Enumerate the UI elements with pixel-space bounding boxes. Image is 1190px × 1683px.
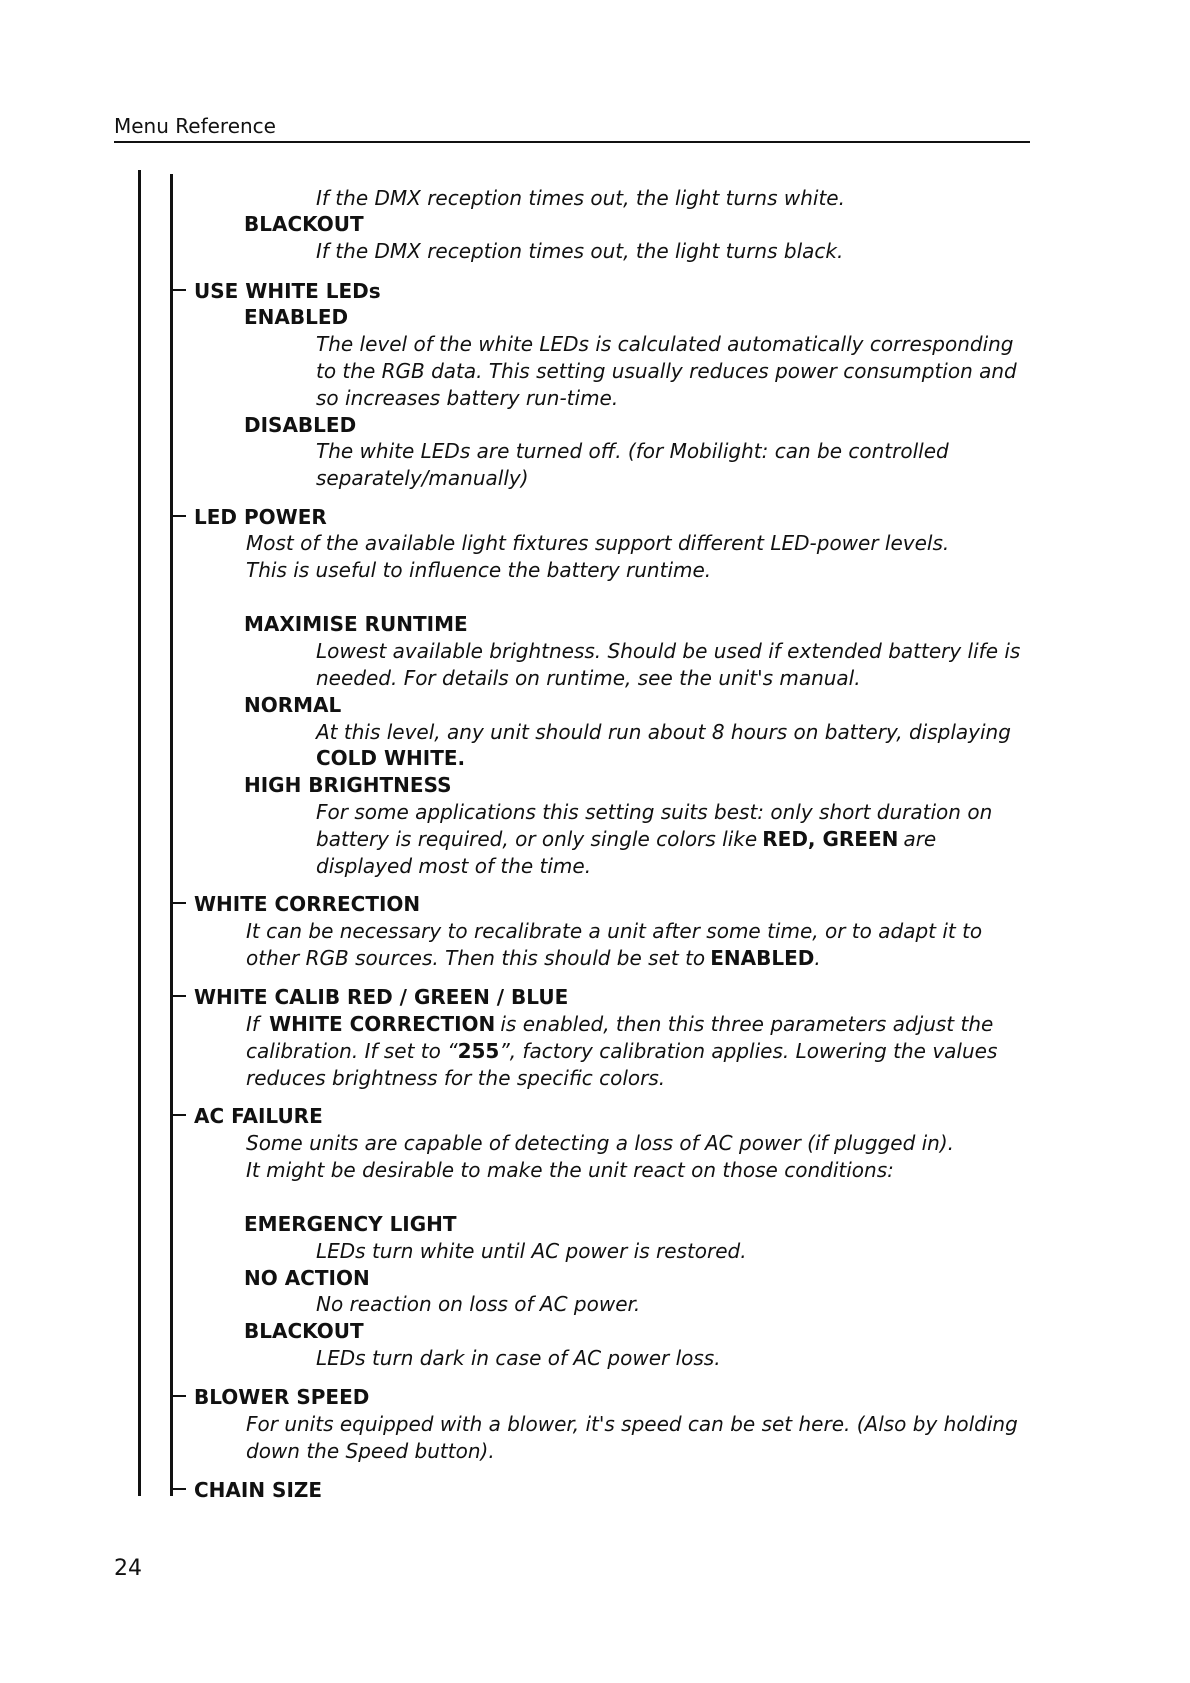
menu-branch-dash bbox=[172, 1395, 186, 1397]
inner-menu-tree-line bbox=[170, 174, 173, 1496]
dmx-blackout-label: BLACKOUT bbox=[244, 212, 364, 236]
led-power-high-desc-1: For some applications this setting suits best: only short duration on bbox=[316, 800, 993, 824]
led-power-maximise-desc-1: Lowest available brightness. Should be used if extended battery life is bbox=[316, 639, 1021, 663]
led-power-normal-desc: At this level, any unit should run about 8 hours on battery, displaying bbox=[316, 720, 1011, 744]
white-calib-desc-1-post: is enabled, then this three parameters adjust the bbox=[500, 1012, 994, 1036]
ac-failure-emergency-desc: LEDs turn white until AC power is restored. bbox=[316, 1239, 747, 1263]
dmx-blackout-desc: If the DMX reception times out, the light turns black. bbox=[316, 239, 844, 263]
ac-failure-blackout-label: BLACKOUT bbox=[244, 1319, 364, 1343]
ac-failure-desc-1: Some units are capable of detecting a loss of AC power (if plugged in). bbox=[246, 1131, 955, 1155]
led-power-high-desc-2-post: are bbox=[903, 827, 937, 851]
ac-failure-no-action-label: NO ACTION bbox=[244, 1266, 370, 1290]
white-correction-desc-2-bold: ENABLED bbox=[710, 946, 815, 970]
menu-branch-dash bbox=[172, 902, 186, 904]
use-white-leds-disabled-desc-2: separately/manually) bbox=[316, 466, 529, 490]
menu-branch-dash bbox=[172, 995, 186, 997]
led-power-high-desc-2-bold: RED, GREEN bbox=[762, 827, 899, 851]
dmx-white-desc: If the DMX reception times out, the light turns white. bbox=[316, 186, 845, 210]
use-white-leds-disabled-label: DISABLED bbox=[244, 413, 357, 437]
led-power-high-desc-3: displayed most of the time. bbox=[316, 854, 592, 878]
white-calib-desc-1 bbox=[246, 1014, 993, 1034]
header-rule bbox=[114, 141, 1030, 143]
white-correction-title: WHITE CORRECTION bbox=[194, 892, 421, 916]
led-power-high-label: HIGH BRIGHTNESS bbox=[244, 773, 452, 797]
use-white-leds-enabled-desc-1: The level of the white LEDs is calculated automatically corresponding bbox=[316, 332, 1014, 356]
white-calib-title: WHITE CALIB RED / GREEN / BLUE bbox=[194, 985, 569, 1009]
white-correction-desc-1: It can be necessary to recalibrate a unit after some time, or to adapt it to bbox=[246, 919, 983, 943]
blower-speed-desc-2: down the Speed button). bbox=[246, 1439, 495, 1463]
ac-failure-title: AC FAILURE bbox=[194, 1104, 323, 1128]
white-calib-desc-2-post: ”, factory calibration applies. Lowering the values bbox=[499, 1039, 998, 1063]
use-white-leds-enabled-label: ENABLED bbox=[244, 305, 349, 329]
led-power-high-desc-2 bbox=[316, 829, 936, 849]
led-power-normal-label: NORMAL bbox=[244, 693, 342, 717]
led-power-normal-cold-white: COLD WHITE. bbox=[316, 746, 466, 770]
ac-failure-desc-2: It might be desirable to make the unit react on those conditions: bbox=[246, 1158, 894, 1182]
white-correction-desc-2 bbox=[246, 948, 821, 968]
use-white-leds-enabled-desc-2: to the RGB data. This setting usually reduces power consumption and bbox=[316, 359, 1017, 383]
use-white-leds-disabled-desc-1: The white LEDs are turned off. (for Mobilight: can be controlled bbox=[316, 439, 949, 463]
white-correction-desc-2-pre: other RGB sources. Then this should be set to bbox=[246, 946, 706, 970]
menu-branch-dash bbox=[172, 289, 186, 291]
ac-failure-no-action-desc: No reaction on loss of AC power. bbox=[316, 1292, 641, 1316]
white-calib-desc-2-pre: calibration. If set to “ bbox=[246, 1039, 458, 1063]
white-correction-desc-2-post: . bbox=[814, 946, 821, 970]
white-calib-desc-1-pre: If bbox=[246, 1012, 259, 1036]
led-power-maximise-desc-2: needed. For details on runtime, see the unit's manual. bbox=[316, 666, 861, 690]
ac-failure-blackout-desc: LEDs turn dark in case of AC power loss. bbox=[316, 1346, 721, 1370]
menu-branch-dash bbox=[172, 1114, 186, 1116]
led-power-desc-1: Most of the available light fixtures support different LED-power levels. bbox=[246, 531, 950, 555]
outer-menu-tree-line bbox=[138, 170, 141, 1496]
white-calib-desc-1-bold: WHITE CORRECTION bbox=[269, 1012, 496, 1036]
led-power-title: LED POWER bbox=[194, 505, 327, 529]
white-calib-desc-2-bold: 255 bbox=[457, 1039, 500, 1063]
white-calib-desc-3: reduces brightness for the specific colors. bbox=[246, 1066, 666, 1090]
use-white-leds-title: USE WHITE LEDs bbox=[194, 279, 381, 303]
page-header: Menu Reference bbox=[114, 114, 276, 138]
ac-failure-emergency-label: EMERGENCY LIGHT bbox=[244, 1212, 457, 1236]
led-power-high-desc-2-pre: battery is required, or only single colors like bbox=[316, 827, 758, 851]
led-power-maximise-label: MAXIMISE RUNTIME bbox=[244, 612, 468, 636]
use-white-leds-enabled-desc-3: so increases battery run-time. bbox=[316, 386, 619, 410]
blower-speed-title: BLOWER SPEED bbox=[194, 1385, 370, 1409]
led-power-desc-2: This is useful to influence the battery runtime. bbox=[246, 558, 712, 582]
white-calib-desc-2 bbox=[246, 1041, 997, 1061]
page-number: 24 bbox=[114, 1556, 142, 1581]
menu-branch-dash bbox=[172, 1488, 186, 1490]
chain-size-title: CHAIN SIZE bbox=[194, 1478, 323, 1502]
blower-speed-desc-1: For units equipped with a blower, it's speed can be set here. (Also by holding bbox=[246, 1412, 1018, 1436]
menu-branch-dash bbox=[172, 515, 186, 517]
